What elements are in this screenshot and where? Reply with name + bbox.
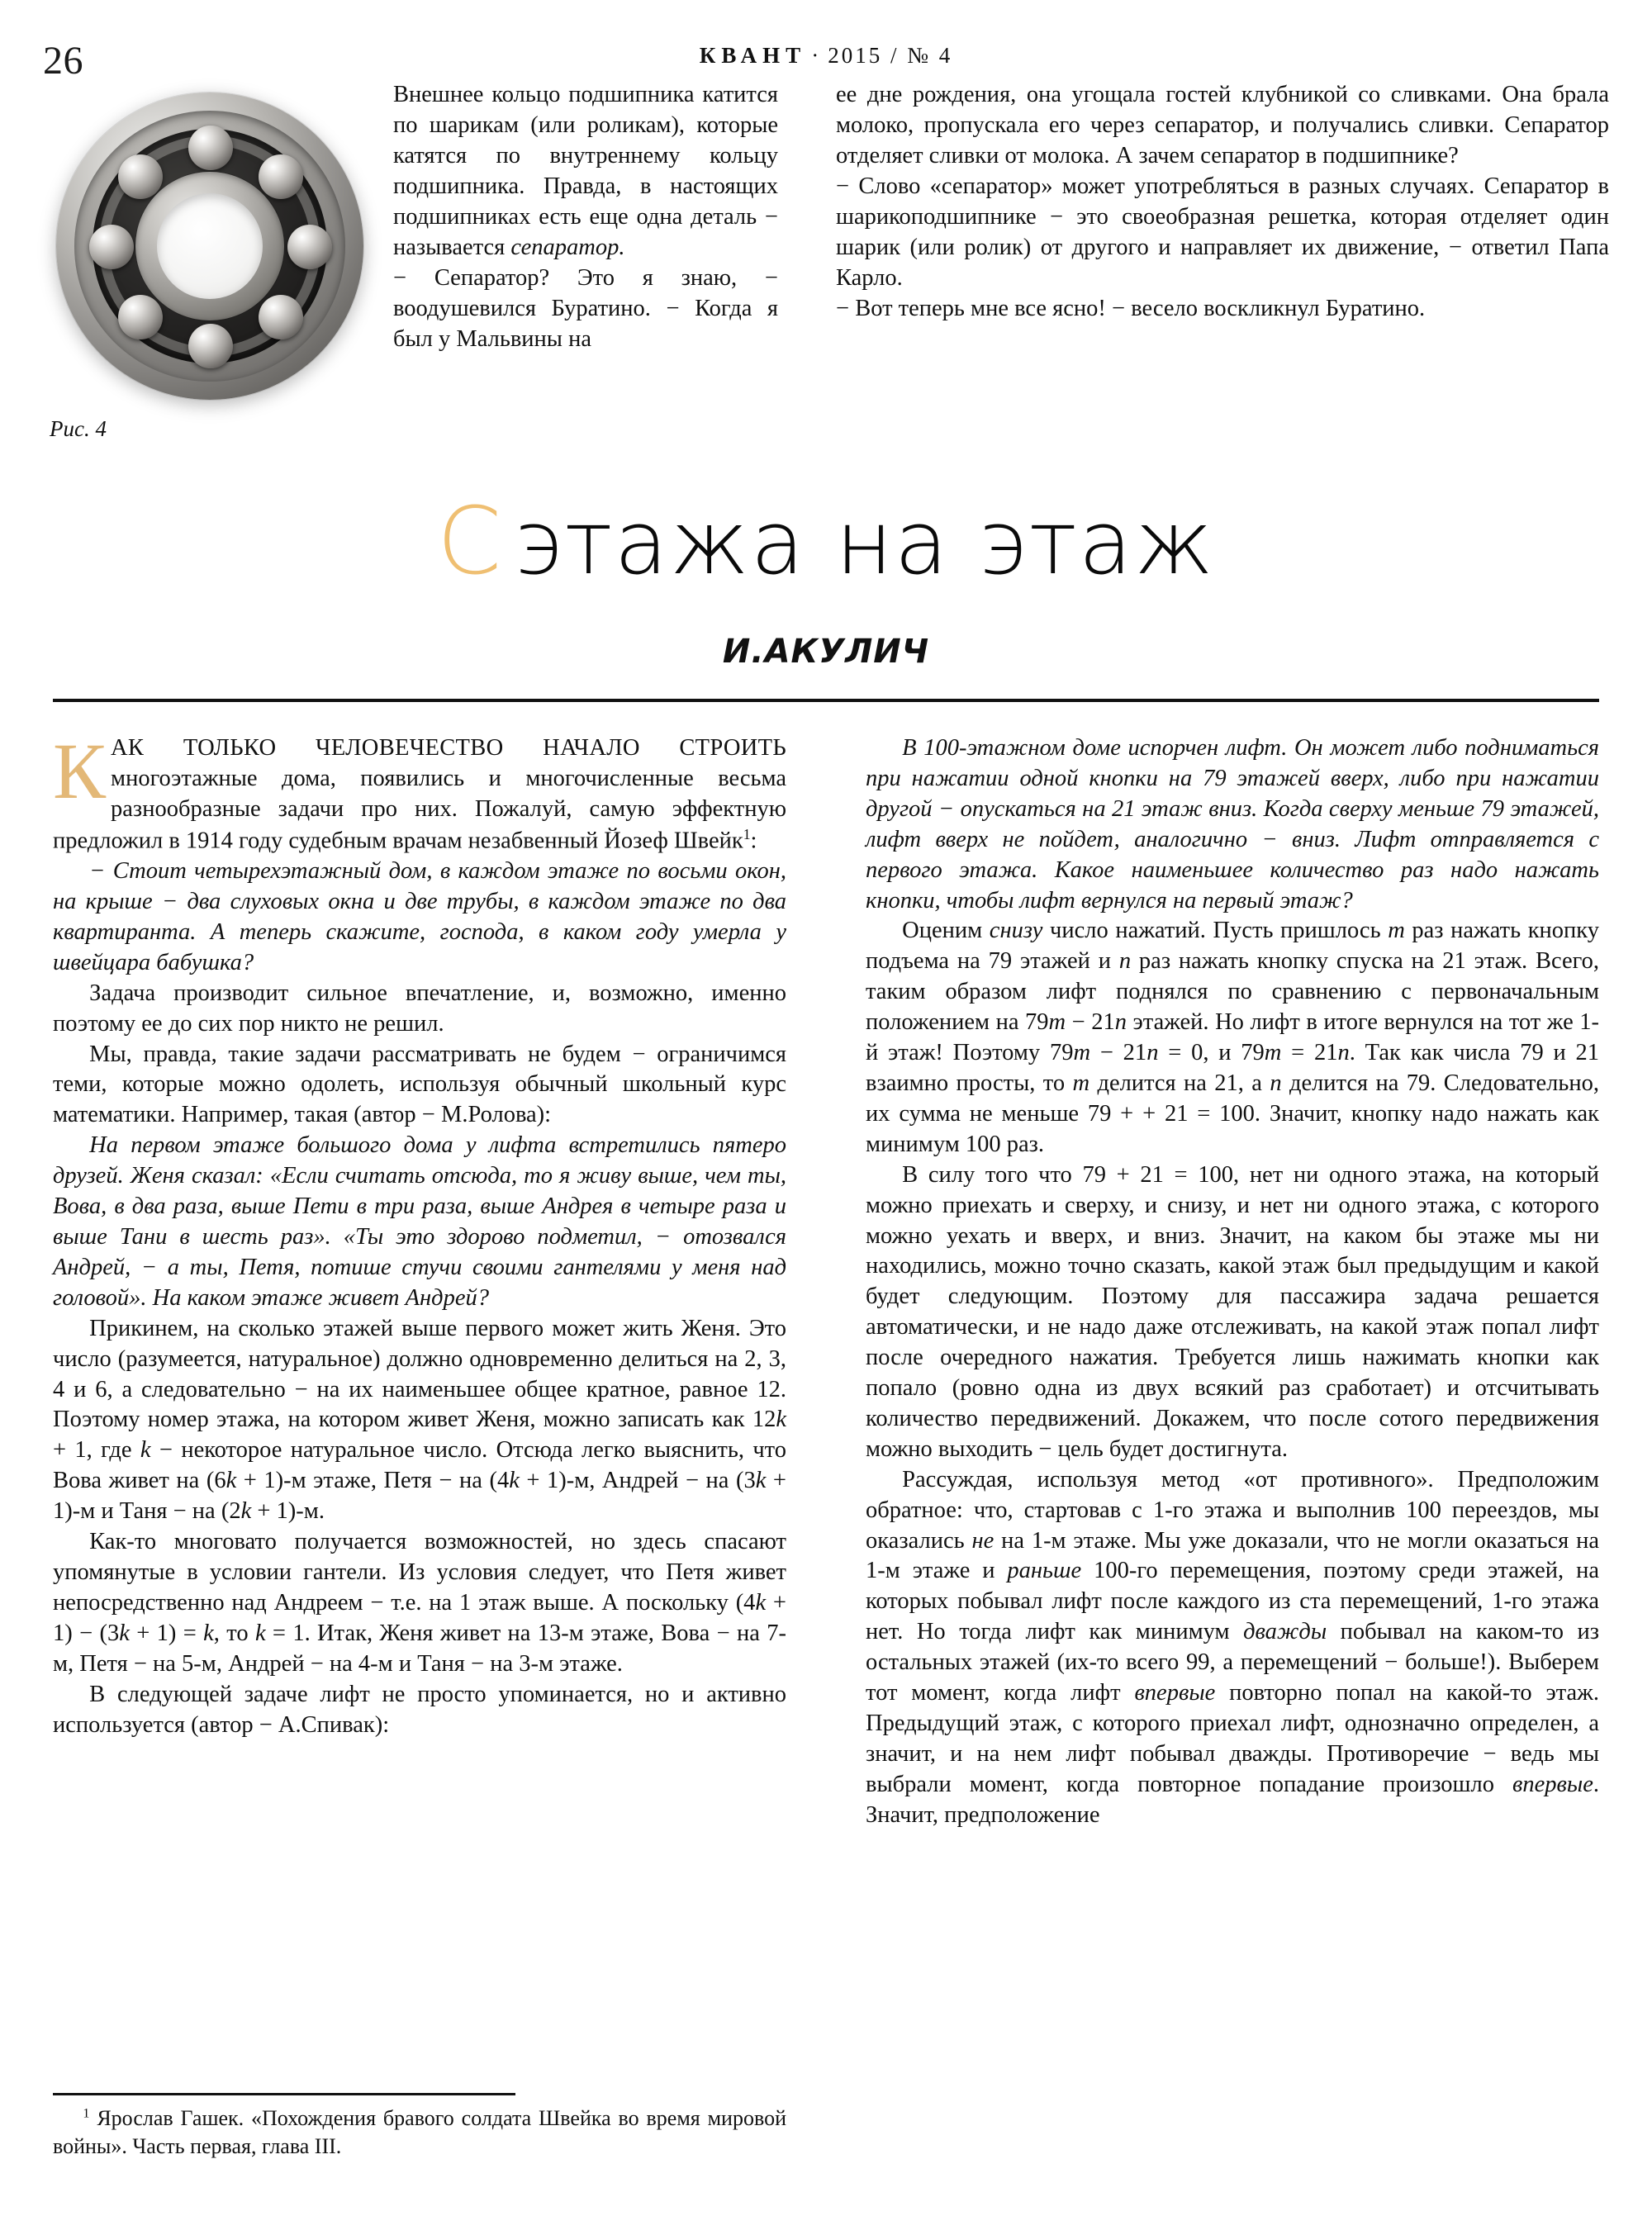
text-run: 100-го перемещения, поэтому среди этажей, на которых побывал лифт после каждого из ста перемещений, 1-го этажа нет. Но тогда лифт как минимум — [866, 1558, 1599, 1645]
bearing-ball — [287, 225, 332, 269]
lead-smallcaps: АК ТОЛЬКО ЧЕЛОВЕЧЕСТВО НАЧАЛО СТРОИТЬ — [111, 735, 786, 761]
body-right-column — [866, 733, 1599, 1831]
body-paragraph — [866, 1465, 1599, 1831]
article-body — [53, 727, 1600, 2071]
separator-term: сепаратор. — [510, 235, 625, 261]
text-run: = 21 — [1281, 1040, 1338, 1066]
top-section — [43, 79, 1609, 476]
bearing-ball — [118, 295, 163, 339]
problem-quote-spivak: В 100-этажном доме испорчен лифт. Он может либо подниматься при нажатии одной кнопки на 79 этажей вверх, либо при нажатии другой − опускаться на 21 этаж вниз. Когда сверху меньше 79 этажей, лифт вверх не пойдет, аналогично − вниз. Лифт отправляется с первого этажа. Какое наименьшее количество раз надо нажать кнопки, чтобы лифт вернулся на первый этаж? — [866, 735, 1599, 913]
emphasis: впервые — [1134, 1680, 1216, 1706]
top-paragraph — [393, 79, 778, 263]
bearing-ball — [118, 154, 163, 199]
text-run: Как-то многовато получается возможностей, но здесь спасают упомянутые в условии гантели. Из условия следует, что Петя живет непосредственно над Андреем − т.е. на 1 этаж выше. А поскольку (4 — [53, 1529, 786, 1616]
running-head — [0, 31, 1652, 81]
bearing-ball — [259, 154, 303, 199]
text-run: − некоторое натуральное число. Отсюда легко выяснить, что Вова живет на (6 — [53, 1437, 786, 1494]
math-var-n: n — [1146, 1040, 1159, 1066]
text-run: + 1)-м, Андрей − на (3 — [519, 1468, 756, 1494]
bearing-ball — [188, 324, 233, 368]
text-run: + 1) − (3 — [53, 1589, 786, 1646]
ball-bearing-photo — [50, 86, 372, 408]
body-paragraph: Задача производит сильное впечатление, и, возможно, именно поэтому ее до сих пор никто не решил. — [53, 980, 786, 1037]
text-run: этажей. Но лифт в итоге вернулся на тот же 1-й этаж! Поэтому 79 — [866, 1009, 1599, 1066]
bearing-bore — [157, 193, 263, 299]
lead-rest: многоэтажные дома, появились и многочисленные весьма разнообразные задачи про них. Пожалуй, самую эффектную предложил в 1914 году судебным врачам незабвенный Йозеф Швейк — [53, 765, 786, 854]
text-run: + 1)-м. — [251, 1498, 325, 1525]
math-var-n: n — [1118, 948, 1132, 975]
emphasis: снизу — [989, 918, 1043, 944]
text-run: раз нажать кнопку спуска на 21 этаж. Всего, таким образом лифт поднялся по сравнению с первоначальным положением на 79 — [866, 948, 1599, 1036]
problem-quote-shveik: − Стоит четырехэтажный дом, в каждом этаже по восьми окон, на крыше − два слуховых окна и две трубы, в каждом этаже по два квартиранта. А теперь скажите, господа, в каком году умерла у швейцара бабушка? — [53, 858, 786, 975]
math-var-k: k — [225, 1468, 237, 1494]
emphasis: не — [971, 1527, 995, 1554]
top-paragraph-text: Внешнее кольцо подшипника катится по шарикам (или роликам), которые катятся по внутреннему кольцу подшипника. Правда, в настоящих подшипниках есть еще одна деталь − называется — [393, 82, 778, 261]
text-run: на 1-м этаже. Мы уже доказали, что не могли оказаться на 1-м этаже и — [866, 1527, 1599, 1584]
top-right-column — [836, 79, 1609, 324]
text-run: + 1, где — [53, 1437, 140, 1464]
page-number: 26 — [43, 39, 83, 83]
bearing-ball — [89, 225, 134, 269]
top-left-column — [393, 79, 778, 354]
text-run: = 0, и 79 — [1158, 1040, 1265, 1066]
emphasis: дважды — [1243, 1619, 1327, 1645]
emphasis: впервые — [1512, 1771, 1593, 1797]
article-author: И.АКУЛИЧ — [722, 633, 930, 671]
body-paragraph: Мы, правда, такие задачи рассматривать не будем − ограничимся теми, которые можно одолеть, используя обычный школьный курс математики. Например, такая (автор − М.Ролова): — [53, 1041, 786, 1128]
footnote-text — [53, 2104, 786, 2161]
text-run: = 1. Итак, Женя живет на 13-м этаже, Вова − на 7-м, Петя − на 5-м, Андрей − на 4-м и Таня − на 3-м этаже. — [53, 1620, 786, 1677]
magazine-title: КВАНТ — [699, 43, 807, 68]
lead-dropcap: К — [53, 727, 107, 815]
top-paragraph: − Вот теперь мне все ясно! − весело воскликнул Буратино. — [836, 296, 1426, 322]
math-var-k: k — [240, 1498, 252, 1525]
body-left-column — [53, 727, 786, 1740]
bearing-ball — [188, 126, 233, 170]
body-paragraph — [53, 1314, 786, 1527]
body-paragraph: В силу того что 79 + 21 = 100, нет ни одного этажа, на который можно приехать и сверху, и снизу, и нет ни одного этажа, с которого можно уехать и вверх, и вниз. Значит, на каком бы этаже мы ни находились, можно точно сказать, какой этаж был предыдущим и какой будет следующим. Поэтому для пассажира задача решается автоматически, и не надо даже отслеживать, на какой этаж попал лифт после очередного нажатия. Требуется лишь нажимать кнопки как попало (ровно одна из двух всякий раз сработает) и отсчитывать количество передвижений. Докажем, что после сотого передвижения можно выходить − цель будет достигнута. — [866, 1161, 1599, 1462]
math-var-m: m — [1072, 1070, 1090, 1096]
figure-4 — [43, 86, 373, 442]
math-var-k: k — [119, 1620, 130, 1646]
text-run: . Значит, предположение — [866, 1771, 1599, 1828]
title-dropcap: С — [437, 488, 504, 596]
math-var-m: m — [1073, 1040, 1091, 1066]
text-run: побывал на каком-то из остальных этажей (их-то всего 99, а перемещений − больше!). Выберем тот момент, когда лифт — [866, 1619, 1599, 1706]
lead-tail: : — [750, 828, 757, 854]
text-run: Прикинем, на сколько этажей выше первого может жить Женя. Это число (разумеется, натуральное) должно одновременно делиться на 2, 3, 4 и 6, а следовательно − на их наименьшее общее кратное, равное 12. Поэтому номер этажа, на котором живет Женя, можно записать как 12 — [53, 1315, 786, 1433]
problem-quote-rolova: На первом этаже большого дома у лифта встретились пятеро друзей. Женя сказал: «Если считать отсюда, то я живу выше, чем ты, Вова, в два раза, выше Пети в три раза, выше Андрея в четыре раза и выше Тани в шесть раз». «Ты это здорово подметил, − отозвался Андрей, − а ты, Петя, потише стучи своими гантелями у меня над головой». На каком этаже живет Андрей? — [53, 1132, 786, 1311]
header-divider — [53, 699, 1599, 702]
article-title — [0, 488, 1652, 596]
body-paragraph: В следующей задаче лифт не просто упоминается, но и активно используется (автор − А.Спивак): — [53, 1681, 786, 1738]
issue-number: 2015 / № 4 — [828, 43, 953, 68]
text-run: − 21 — [1090, 1040, 1147, 1066]
text-run: делится на 79. Следовательно, их сумма не меньше 79 + + 21 = 100. Значит, кнопку надо нажать как минимум 100 раз. — [866, 1070, 1599, 1157]
figure-caption: Рис. 4 — [50, 416, 107, 441]
text-run: делится на 21, а — [1089, 1070, 1270, 1096]
math-var-m: m — [1388, 918, 1405, 944]
math-var-m: m — [1048, 1009, 1066, 1036]
text-run: + 1)-м этаже, Петя − на (4 — [236, 1468, 510, 1494]
body-paragraph — [866, 916, 1599, 1160]
text-run: + 1)-м и Таня − на (2 — [53, 1468, 786, 1525]
text-run: число нажатий. Пусть пришлось — [1042, 918, 1389, 944]
math-var-k: k — [254, 1620, 266, 1646]
math-var-n: n — [1114, 1009, 1127, 1036]
math-var-k: k — [755, 1468, 767, 1494]
footnote-body: Ярослав Гашек. «Похождения бравого солдата Швейка во время мировой войны». Часть первая, глава III. — [53, 2106, 786, 2158]
emphasis: раньше — [1007, 1558, 1082, 1584]
top-paragraph: − Слово «сепаратор» может употребляться в разных случаях. Сепаратор в шарикоподшипнике − это своеобразная решетка, которая отделяет один шарик (или ролик) от другого и направляет их движение, − ответил Папа Карло. — [836, 173, 1609, 292]
header-separator: · — [811, 43, 824, 68]
top-paragraph: − Сепаратор? Это я знаю, − воодушевился Буратино. − Когда я был у Мальвины на — [393, 265, 778, 353]
bearing-ball — [259, 295, 303, 339]
text-run: . Так как числа 79 и 21 взаимно просты, то — [866, 1040, 1600, 1096]
article-header — [0, 488, 1652, 671]
footnote-divider — [53, 2093, 515, 2095]
title-rest: этажа на этаж — [515, 492, 1215, 594]
text-run: , то — [213, 1620, 255, 1646]
math-var-k: k — [755, 1589, 767, 1616]
text-run: раз нажать кнопку подъема на 79 этажей и — [866, 918, 1599, 975]
text-run: повторно попал на какой-то этаж. Предыдущий этаж, с которого приехал лифт, однозначно определен, а значит, и на нем лифт побывал дважды. Противоречие − ведь мы выбрали момент, когда повторное попадание произошло — [866, 1680, 1599, 1797]
math-var-n: n — [1337, 1040, 1350, 1066]
lead-paragraph — [53, 727, 786, 857]
math-var-n: n — [1270, 1070, 1282, 1096]
text-run: Оценим — [902, 918, 990, 944]
footnote-block — [53, 2104, 786, 2161]
footnote-reference[interactable]: 1 — [743, 825, 751, 842]
magazine-issue-line — [0, 43, 1652, 69]
math-var-k: k — [509, 1468, 520, 1494]
text-run: Рассуждая, используя метод «от противного». Предположим обратное: что, стартовав с 1-го этажа и выполнив 100 переездов, мы оказались — [866, 1466, 1599, 1554]
text-run: + 1) = — [129, 1620, 204, 1646]
text-run: − 21 — [1066, 1009, 1115, 1036]
body-paragraph — [53, 1527, 786, 1680]
math-var-k: k — [140, 1437, 151, 1464]
math-var-k: k — [776, 1407, 786, 1433]
math-var-m: m — [1264, 1040, 1282, 1066]
footnote-marker: 1 — [83, 2106, 90, 2121]
top-paragraph: ее дне рождения, она угощала гостей клубникой со сливками. Она брала молоко, пропускала его через сепаратор, и получались сливки. Сепаратор отделяет сливки от молока. А зачем сепаратор в подшипнике? — [836, 82, 1609, 169]
math-var-k: k — [203, 1620, 214, 1646]
